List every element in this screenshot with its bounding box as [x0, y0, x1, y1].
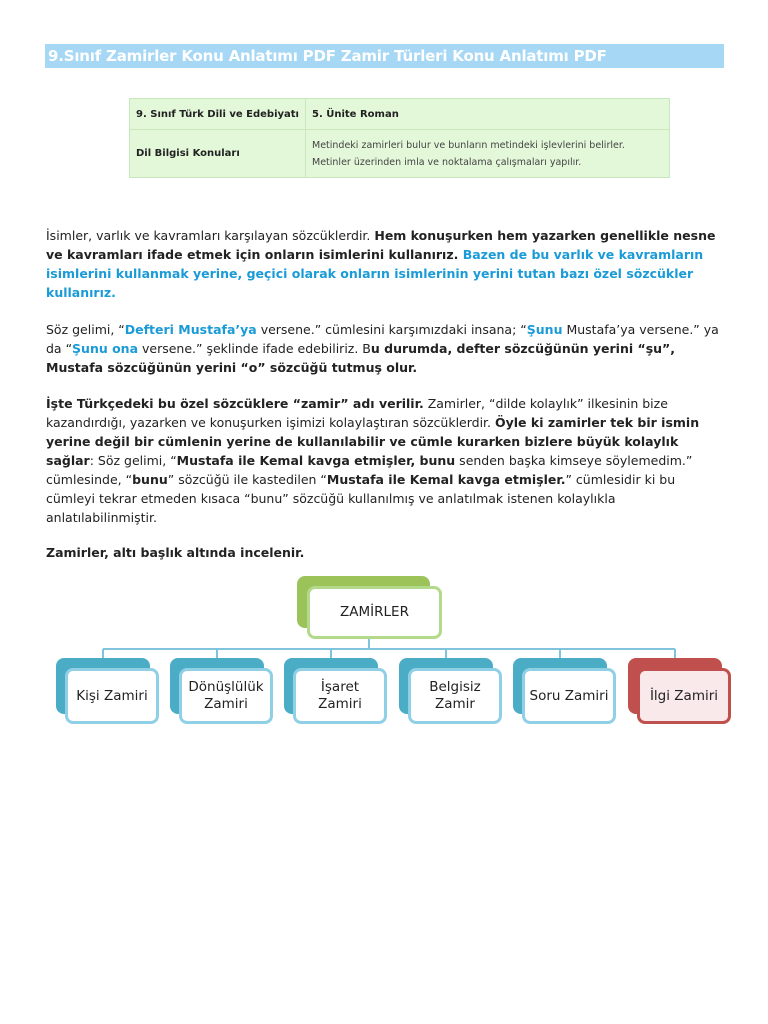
node-label-box — [408, 668, 502, 724]
text-run: Söz gelimi, “ — [46, 322, 125, 337]
node-label-line: Soru Zamiri — [529, 687, 609, 704]
text-run: ” cümlesidir ki bu cümleyi tekrar etmeden kısaca “bunu” sözcüğü kullanılmış ve anlatılmak istenen kolaylıkla anlatılabilinmiştir. — [46, 472, 676, 525]
paragraph-definition — [46, 394, 726, 527]
text-run: ” sözcüğü ile kastedilen “ — [167, 472, 327, 487]
highlight-text: Defteri Mustafa’ya — [124, 322, 257, 337]
bold-text: Öyle ki zamirler tek bir ismin yerine değil bir cümlenin yerine de kullanılabilir ve cümle kurarken bizlere büyük kolaylık sağlar — [46, 415, 700, 468]
text-run: Mustafa’ya versene.” ya da “ — [46, 322, 719, 356]
text-run: senden başka kimseye söylemedim.” cümlesinde, “ — [46, 453, 693, 487]
node-label-box — [637, 668, 731, 724]
highlight-text: Bazen de bu varlık ve kavramların isimlerini kullanmak yerine, geçici olarak onların isimlerinin yerini tutan bazı özel sözcükler kullanırız. — [46, 247, 704, 300]
bold-text: Mustafa ile Kemal kavga etmişler. — [326, 472, 566, 487]
text-run: versene.” cümlesini karşımızdaki insana; “ — [256, 322, 527, 337]
node-label-line: İşaret — [320, 679, 360, 695]
node-label-line: Zamir — [435, 696, 475, 712]
text-run: Zamirler, “dilde kolaylık” ilkesinin bize kazandırdığı, yazarken ve konuşurken işimizi kolaylaştıran sözcüklerdir. — [46, 396, 668, 430]
bold-text: Mustafa ile Kemal kavga etmişler, bunu — [176, 453, 456, 468]
node-label — [318, 679, 362, 713]
bold-text: İşte Türkçedeki bu özel sözcüklere “zamir” adı verilir. — [46, 396, 424, 411]
table-row — [130, 130, 670, 178]
text-run: versene.” şeklinde ifade edebiliriz. B — [138, 341, 371, 356]
bold-text: Hem konuşurken hem yazarken genellikle nesne ve kavramları ifade etmek için onların isimlerini kullanırız. — [46, 228, 716, 262]
table-cell-value: 5. Ünite Roman — [306, 99, 670, 130]
table-cell-value — [306, 130, 670, 178]
node-label-box — [307, 586, 442, 639]
bold-text: u durumda, defter sözcüğünün yerini “şu”, Mustafa sözcüğünün yerini “o” sözcüğü tutmuş olur. — [46, 341, 676, 375]
node-label-box — [65, 668, 159, 724]
paragraph-intro — [46, 226, 726, 302]
text-run: İsimler, varlık ve kavramları karşılayan sözcüklerdir. — [46, 228, 375, 243]
node-label — [76, 688, 147, 705]
node-label-line: Zamiri — [204, 696, 248, 712]
node-label-box — [293, 668, 387, 724]
table-row — [130, 99, 670, 130]
page-title: 9.Sınıf Zamirler Konu Anlatımı PDF Zamir Türleri Konu Anlatımı PDF — [48, 47, 607, 65]
title-bar — [45, 44, 724, 68]
paragraph-summary: Zamirler, altı başlık altında incelenir. — [46, 545, 305, 560]
node-label — [429, 679, 481, 713]
node-label — [188, 679, 263, 713]
node-label-line: Zamiri — [318, 696, 362, 712]
node-label-line: İlgi Zamiri — [649, 687, 719, 704]
objective-line: Metinler üzerinden imla ve noktalama çalışmaları yapılır. — [312, 156, 582, 168]
highlight-text: Şunu — [526, 322, 563, 337]
node-label-box — [522, 668, 616, 724]
node-label — [650, 688, 718, 705]
bold-text: bunu — [132, 472, 168, 487]
node-label-box — [179, 668, 273, 724]
highlight-text: Şunu ona — [72, 341, 139, 356]
node-label-line: Dönüşlülük — [188, 679, 264, 695]
text-run: : Söz gelimi, “ — [89, 453, 177, 468]
node-label-line: Kişi Zamiri — [76, 687, 148, 704]
info-table — [129, 98, 670, 178]
node-label: ZAMİRLER — [340, 604, 409, 620]
table-cell-label: Dil Bilgisi Konuları — [130, 130, 306, 178]
node-label — [530, 688, 609, 705]
table-cell-label: 9. Sınıf Türk Dili ve Edebiyatı — [130, 99, 306, 130]
paragraph-example — [46, 320, 726, 377]
node-label-line: Belgisiz — [429, 679, 481, 695]
objective-line: Metindeki zamirleri bulur ve bunların metindeki işlevlerini belirler. — [312, 139, 625, 151]
